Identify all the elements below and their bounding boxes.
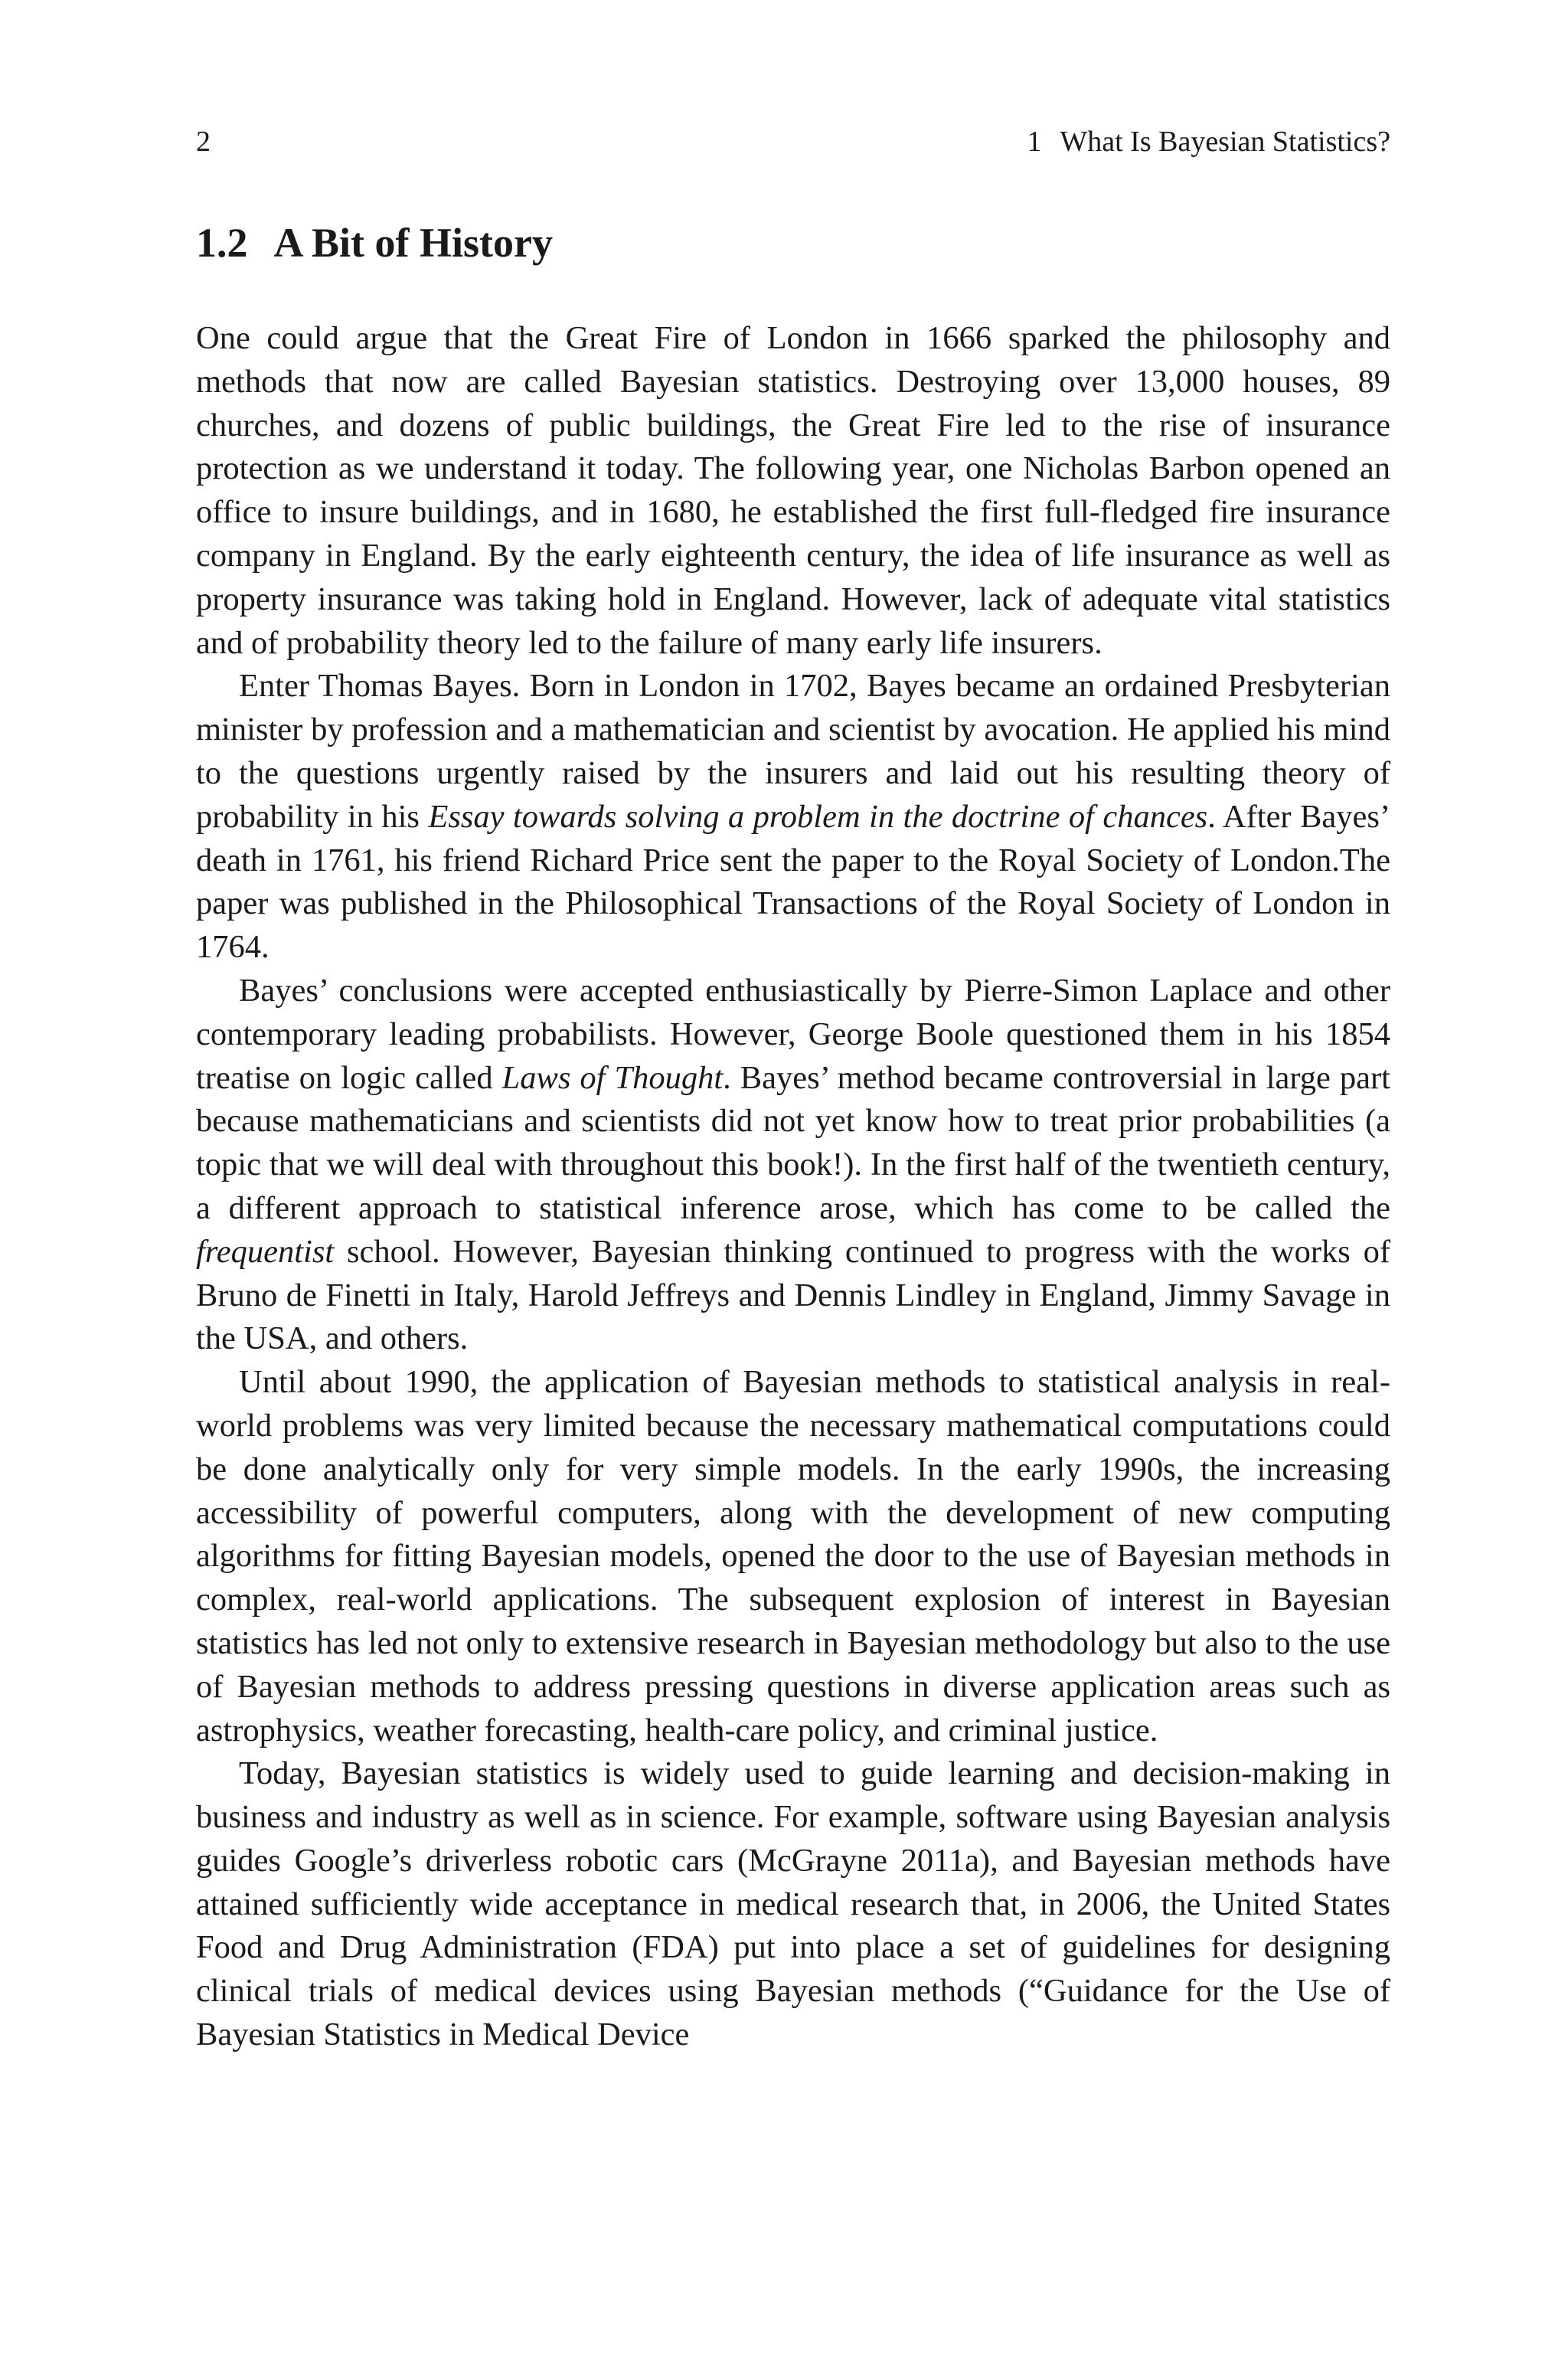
paragraph-today: Today, Bayesian statistics is widely used to guide learning and decision-making in business and industry as well as in science. For example, software using Bayesian analysis guides Google’s driverless robotic cars (McGrayne 2011a), and Bayesian methods have attained sufficiently wide acceptance in medical research that, in 2006, the United States Food and Drug Administration (FDA) put into place a set of guidelines for designing clinical trials of medical devices using Bayesian methods (“Guidance for the Use of Bayesian Statistics in Medical Device bbox=[196, 1755, 1390, 2053]
essay-title: Essay towards solving a problem in the doctrine of chances bbox=[428, 798, 1208, 835]
paragraph-until-1990: Until about 1990, the application of Bayesian methods to statistical analysis in real-world problems was very limited because the necessary mathematical computations could be done analytically only for very simple models. In the early 1990s, the increasing accessibility of powerful computers, along with the development of new computing algorithms for fitting Bayesian models, opened the door to the use of Bayesian methods in complex, real-world applications. The subsequent explosion of interest in Bayesian statistics has led not only to extensive research in Bayesian methodology but also to the use of Bayesian methods to address pressing questions in diverse application areas such as astrophysics, weather forecasting, health-care policy, and criminal justice. bbox=[196, 1364, 1390, 1748]
treatise-title: Laws of Thought bbox=[501, 1059, 724, 1096]
page-number: 2 bbox=[196, 126, 211, 158]
chapter-reference bbox=[1027, 123, 1390, 161]
paragraph-conclusions bbox=[196, 970, 1390, 1361]
frequentist-term: frequentist bbox=[196, 1233, 335, 1270]
section-number: 1.2 bbox=[196, 220, 248, 266]
running-head bbox=[196, 123, 1390, 161]
paragraph-text: Enter Thomas Bayes. Born in London in 1702, Bayes became an ordained Presbyterian minister by profession and a mathematician and scientist by avocation. He applied his mind to the questions urgently raised by the insurers and laid out his resulting theory of probability in his bbox=[196, 668, 1390, 835]
paragraph-text: Bayes’ conclusions were accepted enthusiastically by Pierre-Simon Laplace and other contemporary leading probabilists. However, George Boole questioned them in his 1854 treatise on logic called bbox=[196, 972, 1390, 1096]
book-page bbox=[196, 123, 1390, 2057]
paragraph-thomas-bayes bbox=[196, 665, 1390, 970]
paragraph-great-fire: One could argue that the Great Fire of London in 1666 sparked the philosophy and methods that now are called Bayesian statistics. Destroying over 13,000 houses, 89 churches, and dozens of public buildings, the Great Fire led to the rise of insurance protection as we understand it today. The following year, one Nicholas Barbon opened an office to insure buildings, and in 1680, he established the first full-fledged fire insurance company in England. By the early eighteenth century, the idea of life insurance as well as property insurance was taking hold in England. However, lack of adequate vital statistics and of probability theory led to the failure of many early life insurers. bbox=[196, 320, 1390, 661]
chapter-number: 1 bbox=[1027, 126, 1042, 158]
paragraph-text: . Bayes’ method became controversial in large part because mathematicians and scientists did not yet know how to treat prior probabilities (a topic that we will deal with throughout this book!). In the first half of the twentieth century, a different approach to statistical inference arose, which has come to be called the bbox=[196, 1059, 1390, 1226]
body-text bbox=[196, 317, 1390, 2057]
section-heading bbox=[196, 216, 1390, 270]
paragraph-text: school. However, Bayesian thinking continued to progress with the works of Bruno de Finetti in Italy, Harold Jeffreys and Dennis Lindley in England, Jimmy Savage in the USA, and others. bbox=[196, 1233, 1390, 1357]
chapter-title: What Is Bayesian Statistics? bbox=[1060, 126, 1390, 158]
section-title: A Bit of History bbox=[273, 220, 553, 266]
paragraph-text: . After Bayes’ death in 1761, his friend Richard Price sent the paper to the Royal Society of London.The paper was published in the Philosophical Transactions of the Royal Society of London in 1764. bbox=[196, 798, 1391, 966]
